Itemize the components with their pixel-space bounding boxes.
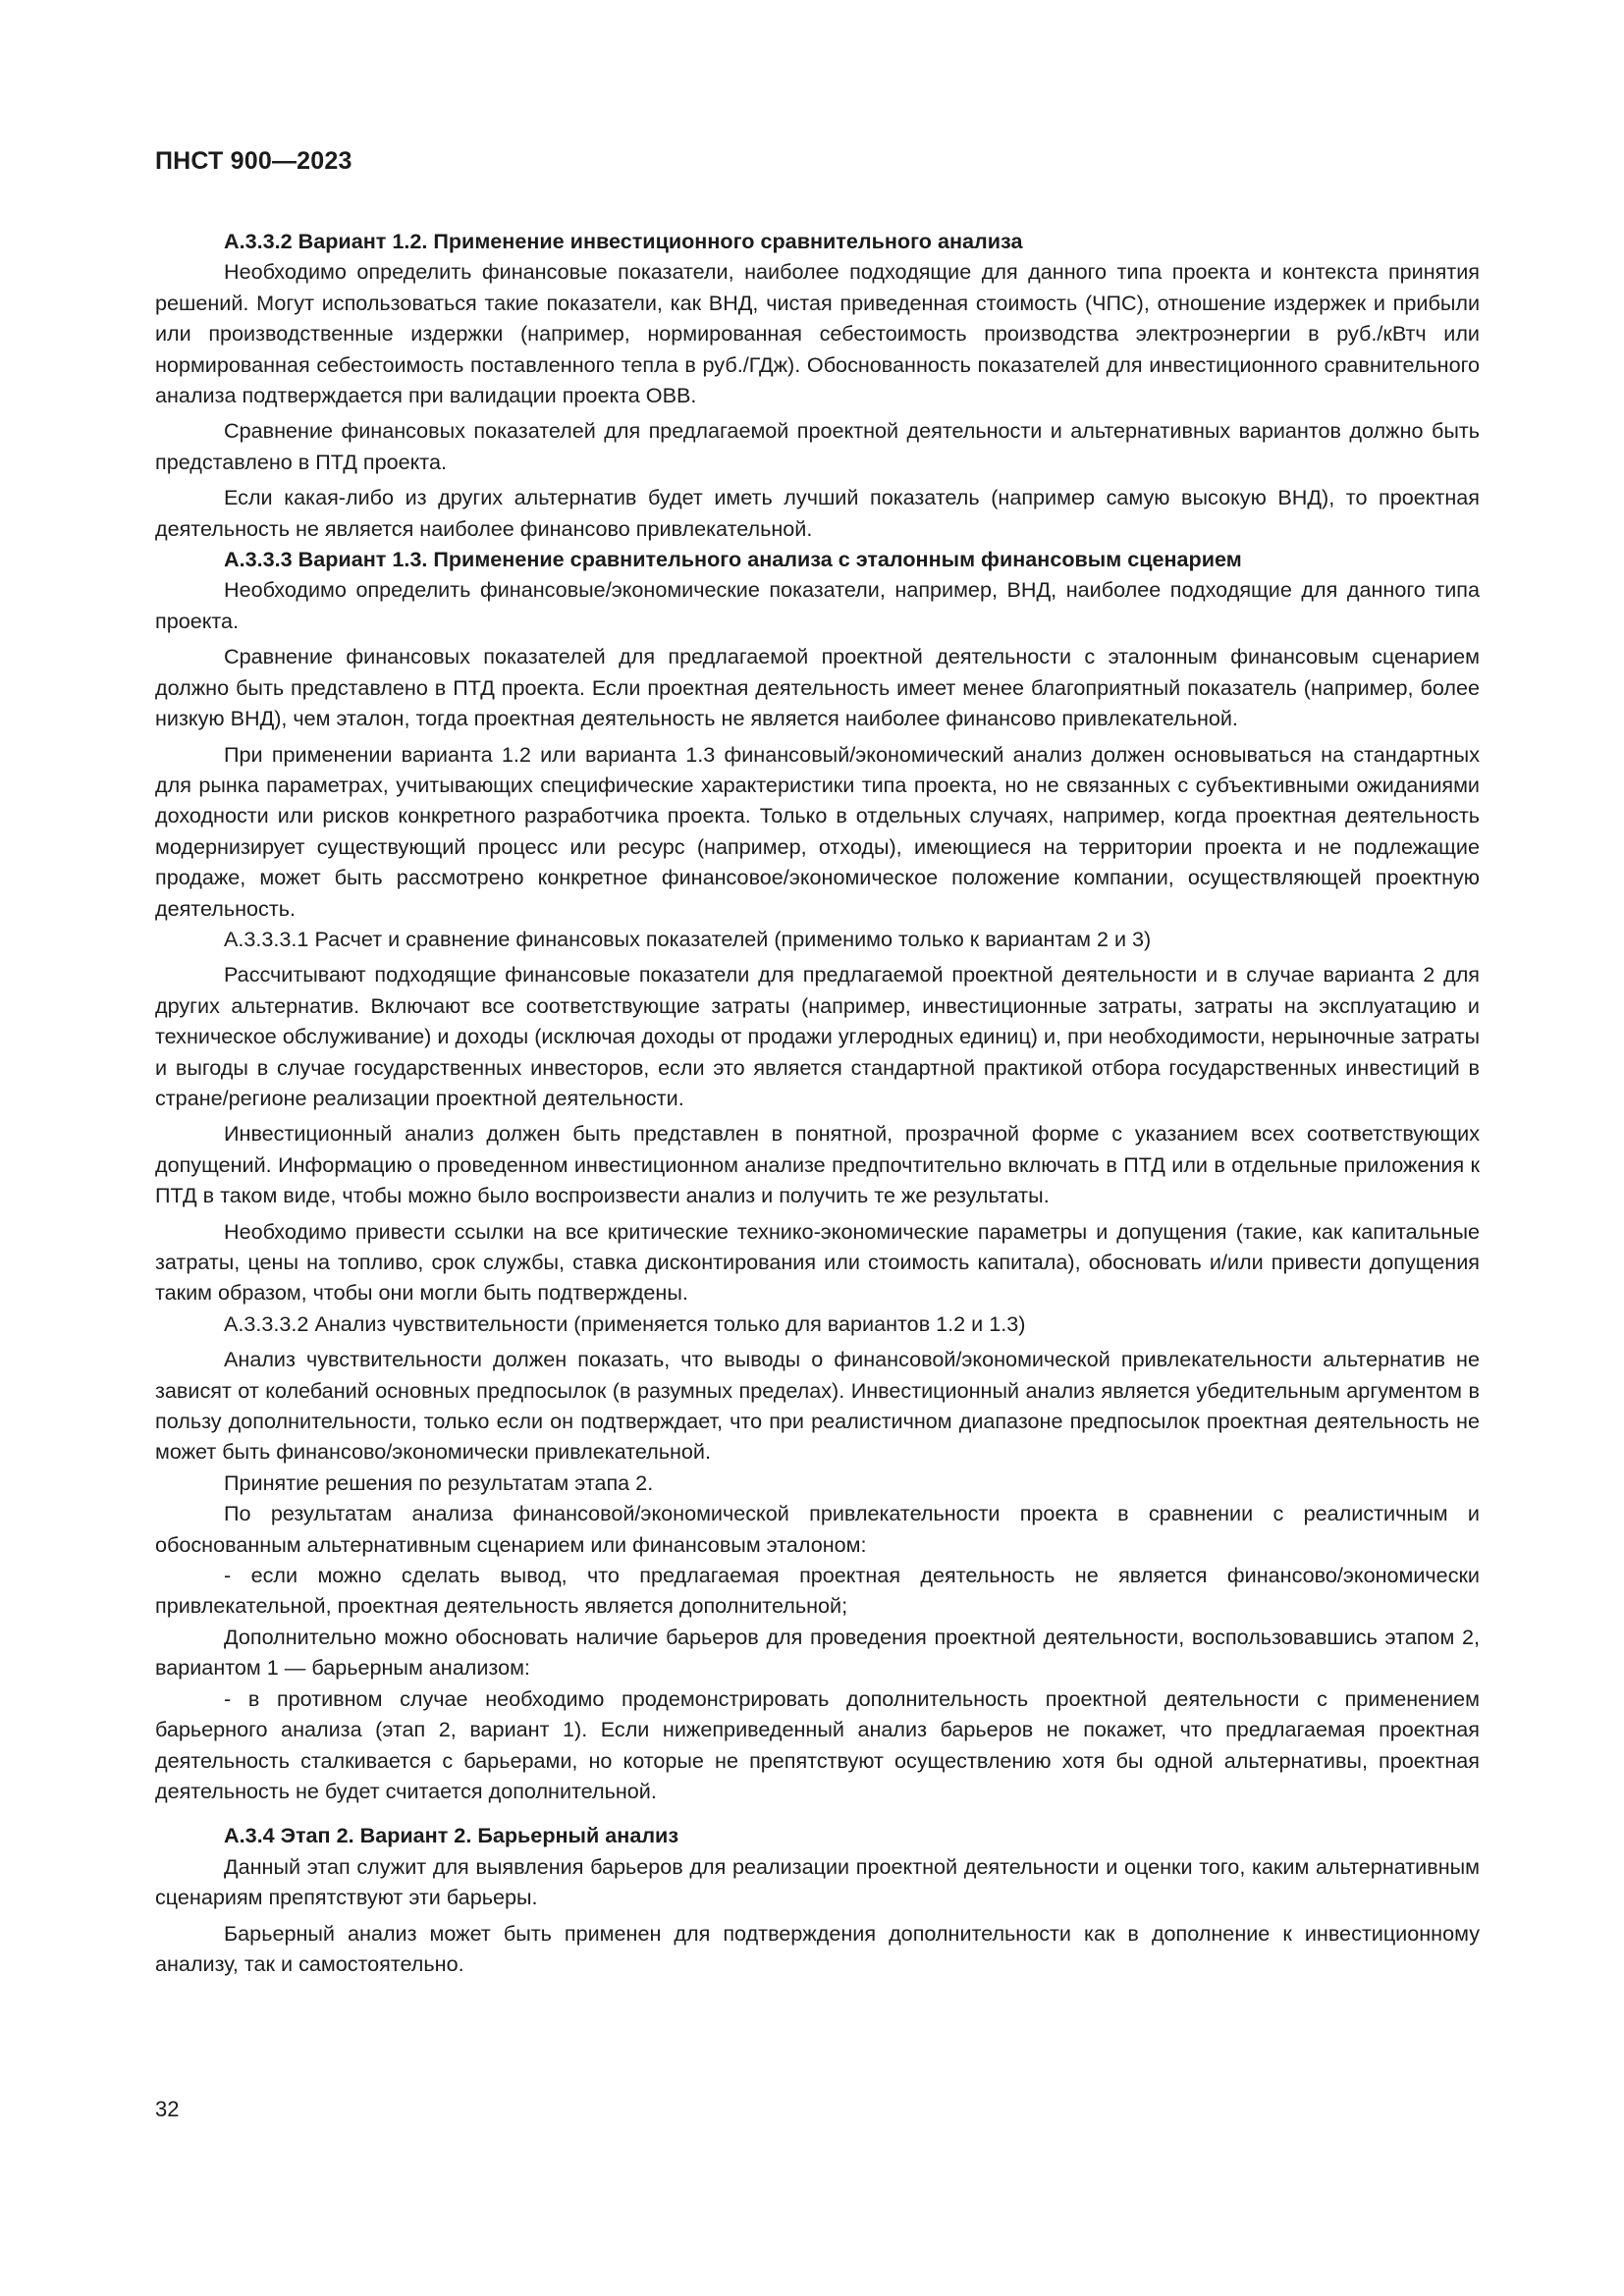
body-paragraph: Инвестиционный анализ должен быть представлен в понятной, прозрачной форме с указанием всех соответствующих допущений. Информацию о проведенном инвестиционном анализе предпочтительно включать в ПТД или в отдельные приложения к ПТД в таком виде, чтобы можно было воспроизвести анализ и получить те же результаты. — [155, 1121, 1480, 1208]
body-paragraph: Рассчитывают подходящие финансовые показатели для предлагаемой проектной деятельности и в случае варианта 2 для других альтернатив. Включают все соответствующие затраты (например, инвестиционные затраты, затраты на эксплуатацию и техническое обслуживание) и доходы (исключая доходы от продажи углеродных единиц) и, при необходимости, нерыночные затраты и выгоды в случае государственных инвесторов, если это является стандартной практикой отбора государственных инвестиций в стране/регионе реализации проектной деятельности. — [155, 962, 1480, 1110]
body-paragraph: Если какая-либо из других альтернатив будет иметь лучший показатель (например самую высокую ВНД), то проектная деятельность не является наиболее финансово привлекательной. — [155, 485, 1480, 541]
section-heading-a3-4: А.3.4 Этап 2. Вариант 2. Барьерный анализ — [224, 1823, 679, 1848]
body-paragraph: Необходимо определить финансовые показатели, наиболее подходящие для данного типа проекта и контекста принятия решений. Могут использоваться такие показатели, как ВНД, чистая приведенная стоимость (ЧПС), отношение издержек и прибыли или производственные издержки (например, нормированная себестоимость производства электроэнергии в руб./кВтч или нормированная себестоимость поставленного тепла в руб./ГДж). Обоснованность показателей для инвестиционного сравнительного анализа подтверждается при валидации проекта ОВВ. — [155, 259, 1480, 408]
body-paragraph: Сравнение финансовых показателей для предлагаемой проектной деятельности с эталонным финансовым сценарием должно быть представлено в ПТД проекта. Если проектная деятельность имеет менее благоприятный показатель (например, более низкую ВНД), чем эталон, тогда проектная деятельность не является наиболее финансово привлекательной. — [155, 644, 1480, 731]
body-paragraph: Необходимо определить финансовые/экономические показатели, например, ВНД, наиболее подходящие для данного типа проекта. — [155, 577, 1480, 633]
document-header-id: ПНСТ 900—2023 — [155, 147, 352, 175]
body-paragraph: Анализ чувствительности должен показать, что выводы о финансовой/экономической привлекательности альтернатив не зависят от колебаний основных предпосылок (в разумных пределах). Инвестиционный анализ является убедительным аргументом в пользу дополнительности, только если он подтверждает, что при реалистичном диапазоне предпосылок проектная деятельность не может быть финансово/экономически привлекательной. — [155, 1347, 1480, 1465]
subsection-heading-a3-3-3-2: А.3.3.3.2 Анализ чувствительности (применяется только для вариантов 1.2 и 1.3) — [224, 1310, 1026, 1336]
body-paragraph: Необходимо привести ссылки на все критические технико-экономические параметры и допущения (такие, как капитальные затраты, цены на топливо, срок службы, ставка дисконтирования или стоимость капитала), обосновать и/или привести допущения таким образом, чтобы они могли быть подтверждены. — [155, 1218, 1480, 1306]
page-number: 32 — [155, 2097, 180, 2121]
body-paragraph: Дополнительно можно обосновать наличие барьеров для проведения проектной деятельности, воспользовавшись этапом 2, вариантом 1 — барьерным анализом: — [155, 1624, 1480, 1681]
body-paragraph: Сравнение финансовых показателей для предлагаемой проектной деятельности и альтернативных вариантов должно быть представлено в ПТД проекта. — [155, 418, 1480, 474]
body-paragraph: По результатам анализа финансовой/экономической привлекательности проекта в сравнении с реалистичным и обоснованным альтернативным сценарием или финансовым эталоном: — [155, 1501, 1480, 1557]
list-item: - в противном случае необходимо продемонстрировать дополнительность проектной деятельности с применением барьерного анализа (этап 2, вариант 1). Если нижеприведенный анализ барьеров не покажет, что предлагаемая проектная деятельность сталкивается с барьерами, но которые не препятствуют осуществлению хотя бы одной альтернативы, проектная деятельность не будет считается дополнительной. — [155, 1685, 1480, 1803]
section-heading-a3-3-2: А.3.3.2 Вариант 1.2. Применение инвестиционного сравнительного анализа — [224, 229, 1023, 253]
document-body — [155, 226, 1480, 1979]
body-paragraph: Барьерный анализ может быть применен для подтверждения дополнительности как в дополнение к инвестиционному анализу, так и самостоятельно. — [155, 1920, 1480, 1976]
list-item: - если можно сделать вывод, что предлагаемая проектная деятельность не является финансово/экономически привлекательной, проектная деятельность является дополнительной; — [155, 1563, 1480, 1619]
body-paragraph: Данный этап служит для выявления барьеров для реализации проектной деятельности и оценки того, каким альтернативным сценариям препятствуют эти барьеры. — [155, 1853, 1480, 1910]
section-heading-a3-3-3: А.3.3.3 Вариант 1.3. Применение сравнительного анализа с эталонным финансовым сценарием — [224, 547, 1242, 572]
body-paragraph: Принятие решения по результатам этапа 2. — [224, 1469, 654, 1495]
body-paragraph: При применении варианта 1.2 или варианта 1.3 финансовый/экономический анализ должен основываться на стандартных для рынка параметрах, учитывающих специфические характеристики типа проекта, но не связанных с субъективными ожиданиями доходности или рисков конкретного разработчика проекта. Только в отдельных случаях, например, когда проектная деятельность модернизирует существующий процесс или ресурс (например, отходы), имеющиеся на территории проекта и не подлежащие продаже, может быть рассмотрено конкретное финансовое/экономическое положение компании, осуществляющей проектную деятельность. — [155, 741, 1480, 921]
subsection-heading-a3-3-3-1: А.3.3.3.1 Расчет и сравнение финансовых показателей (применимо только к вариантам 2 и 3) — [224, 926, 1152, 951]
